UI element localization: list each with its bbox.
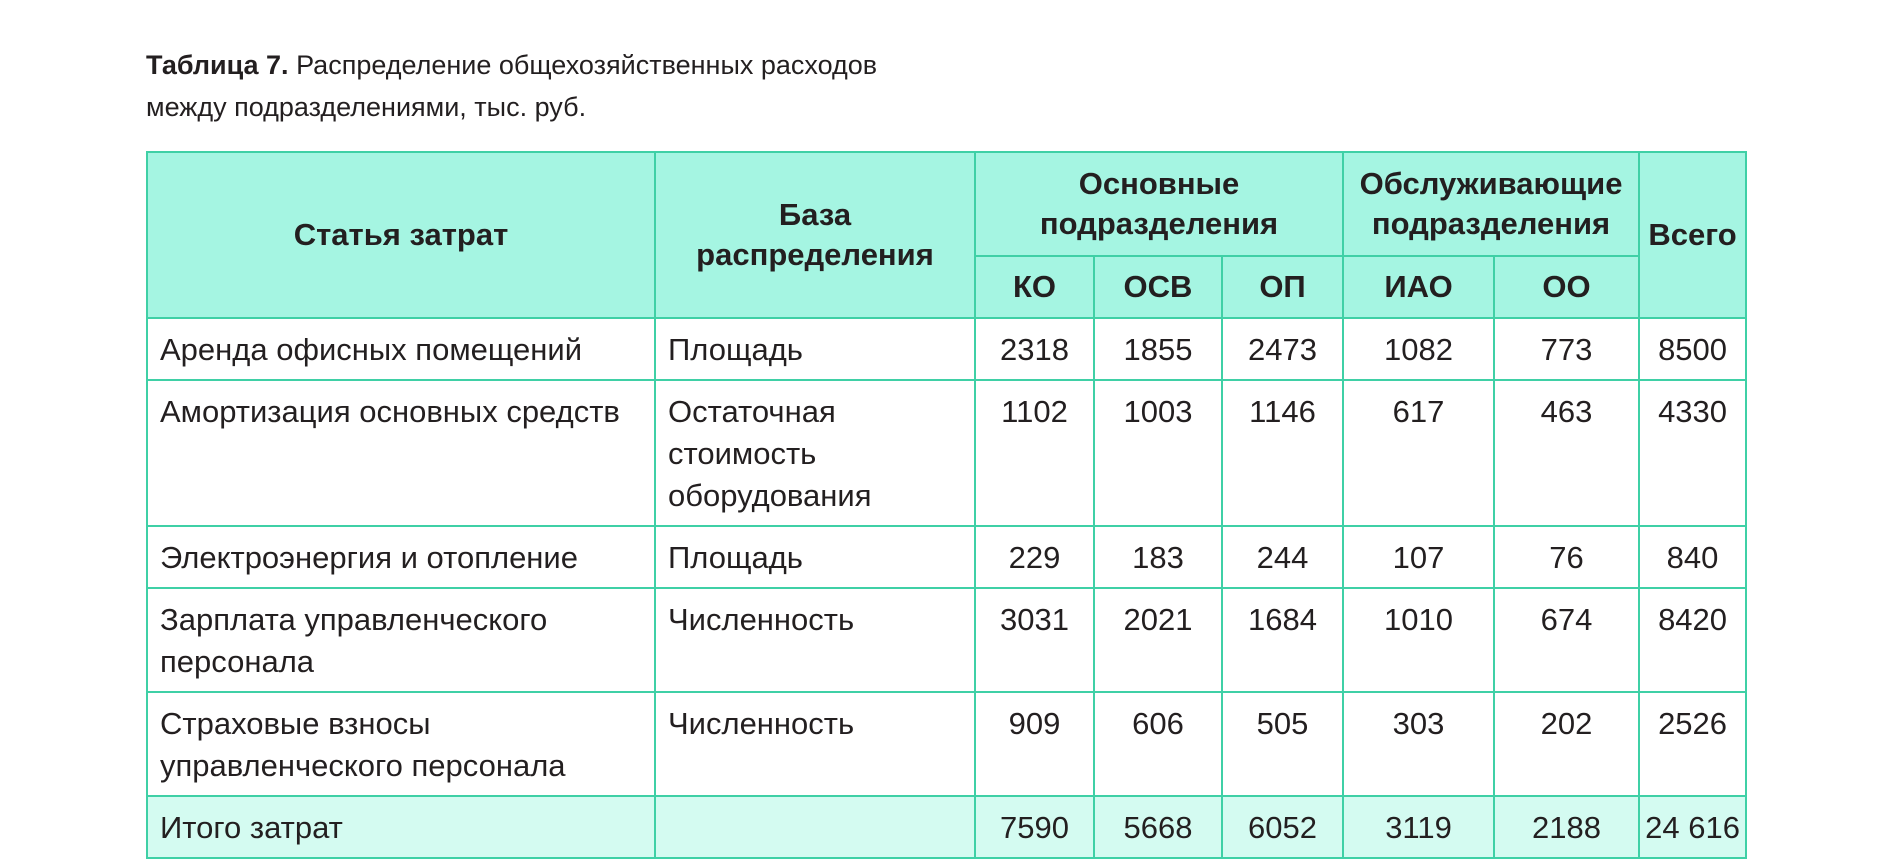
grand-total: 24 616 — [1639, 796, 1746, 858]
total-value-oo: 2188 — [1494, 796, 1639, 858]
header-osv: ОСВ — [1094, 256, 1222, 318]
row-item: Амортизация основных средств — [147, 380, 655, 526]
header-oo: ОО — [1494, 256, 1639, 318]
row-base: Численность — [655, 692, 975, 796]
value-osv: 183 — [1094, 526, 1222, 588]
total-value-ko: 7590 — [975, 796, 1094, 858]
value-ko: 229 — [975, 526, 1094, 588]
caption-label: Таблица 7. — [146, 50, 289, 80]
header-base: База распределения — [655, 152, 975, 318]
value-op: 1146 — [1222, 380, 1343, 526]
caption-text-line1: Распределение общехозяйственных расходов — [288, 50, 878, 80]
value-op: 505 — [1222, 692, 1343, 796]
header-ko: КО — [975, 256, 1094, 318]
table-row — [147, 692, 1746, 796]
row-base: Площадь — [655, 526, 975, 588]
value-total: 840 — [1639, 526, 1746, 588]
header-total: Всего — [1639, 152, 1746, 318]
table-row — [147, 318, 1746, 380]
table-row — [147, 526, 1746, 588]
value-oo: 76 — [1494, 526, 1639, 588]
value-ko: 909 — [975, 692, 1094, 796]
value-op: 1684 — [1222, 588, 1343, 692]
row-item: Зарплата управленческого персонала — [147, 588, 655, 692]
value-iao: 303 — [1343, 692, 1494, 796]
value-oo: 773 — [1494, 318, 1639, 380]
header-main-group: Основные подразделения — [975, 152, 1343, 256]
value-osv: 2021 — [1094, 588, 1222, 692]
header-iao: ИАО — [1343, 256, 1494, 318]
value-ko: 1102 — [975, 380, 1094, 526]
caption-text-line2: между подразделениями, тыс. руб. — [146, 92, 587, 122]
table-row — [147, 380, 1746, 526]
header-op: ОП — [1222, 256, 1343, 318]
value-iao: 1082 — [1343, 318, 1494, 380]
row-base: Площадь — [655, 318, 975, 380]
total-value-iao: 3119 — [1343, 796, 1494, 858]
row-item: Аренда офисных помещений — [147, 318, 655, 380]
value-osv: 1855 — [1094, 318, 1222, 380]
value-iao: 617 — [1343, 380, 1494, 526]
row-item: Электроэнергия и отопление — [147, 526, 655, 588]
total-value-osv: 5668 — [1094, 796, 1222, 858]
value-total: 4330 — [1639, 380, 1746, 526]
value-iao: 107 — [1343, 526, 1494, 588]
table-caption — [146, 44, 1046, 128]
value-oo: 674 — [1494, 588, 1639, 692]
value-total: 8420 — [1639, 588, 1746, 692]
total-row-label: Итого затрат — [147, 796, 655, 858]
total-row — [147, 796, 1746, 858]
value-osv: 606 — [1094, 692, 1222, 796]
value-ko: 3031 — [975, 588, 1094, 692]
value-op: 244 — [1222, 526, 1343, 588]
row-base: Остаточная стоимость оборудования — [655, 380, 975, 526]
header-service-group: Обслуживающие подразделения — [1343, 152, 1639, 256]
value-ko: 2318 — [975, 318, 1094, 380]
row-base: Численность — [655, 588, 975, 692]
value-oo: 202 — [1494, 692, 1639, 796]
cost-distribution-table — [146, 151, 1747, 859]
value-total: 8500 — [1639, 318, 1746, 380]
value-oo: 463 — [1494, 380, 1639, 526]
value-osv: 1003 — [1094, 380, 1222, 526]
value-iao: 1010 — [1343, 588, 1494, 692]
table-row — [147, 588, 1746, 692]
value-op: 2473 — [1222, 318, 1343, 380]
total-value-op: 6052 — [1222, 796, 1343, 858]
header-item: Статья затрат — [147, 152, 655, 318]
row-item: Страховые взносы управленческого персонала — [147, 692, 655, 796]
value-total: 2526 — [1639, 692, 1746, 796]
total-row-base — [655, 796, 975, 858]
